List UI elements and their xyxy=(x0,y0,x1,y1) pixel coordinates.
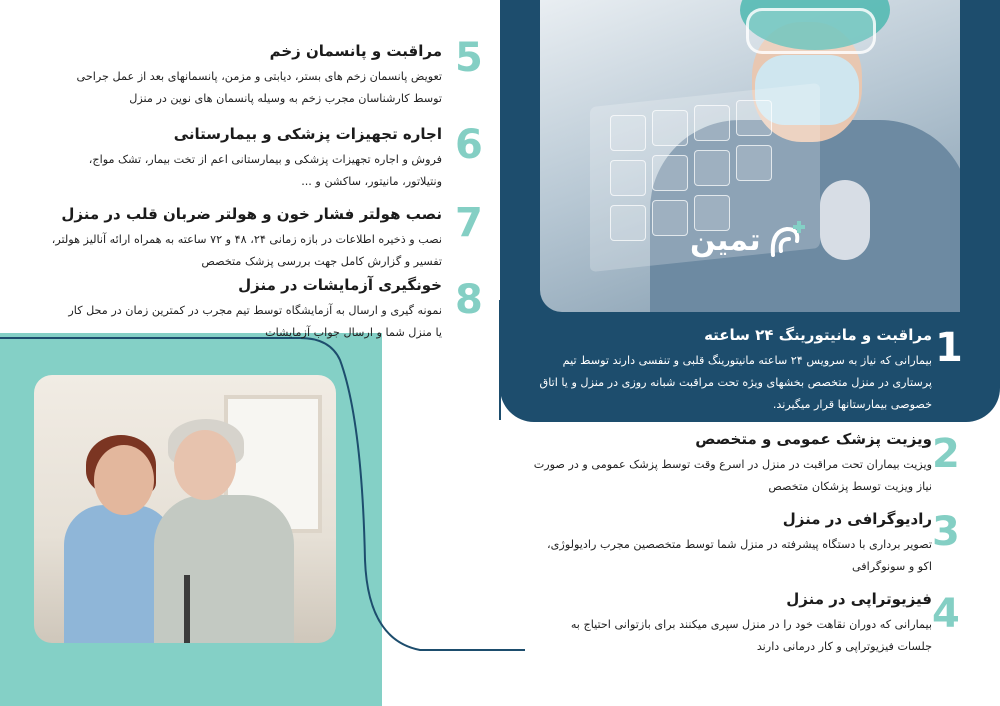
service-desc-line: نصب و ذخیره اطلاعات در بازه زمانی ۲۴، ۴۸ و ۷۲ ساعته به همراه ارائه آنالیز هولتر، xyxy=(51,233,442,246)
service-desc-line: توسط کارشناسان مجرب زخم به وسیله پانسمان های نوین در منزل xyxy=(129,92,442,105)
service-title: مراقبت و پانسمان زخم xyxy=(269,42,442,60)
service-number-2: 2 xyxy=(932,431,960,477)
service-title: نصب هولتر فشار خون و هولتر ضربان قلب در منزل xyxy=(61,205,442,223)
service-desc-line: یا منزل شما و ارسال جواب آزمایشات xyxy=(265,326,442,339)
service-title: ویزیت پزشک عمومی و متخصص xyxy=(695,430,932,448)
service-title: فیزیوتراپی در منزل xyxy=(786,590,932,608)
service-desc-line: نمونه گیری و ارسال به آزمایشگاه توسط تیم مجرب در کمترین زمان در محل کار xyxy=(68,304,442,317)
nurse-elderly-patient-image xyxy=(34,375,336,643)
service-desc-line: اکو و سونوگرافی xyxy=(851,560,932,573)
service-number-8: 8 xyxy=(455,277,483,323)
service-number-4: 4 xyxy=(932,591,960,637)
service-desc-line: نیاز ویزیت توسط پزشکان متخصص xyxy=(768,480,932,493)
service-title: اجاره تجهیزات پزشکی و بیمارستانی xyxy=(173,125,442,143)
medical-cross-icon xyxy=(767,219,807,261)
service-desc-line: بیمارانی که دوران نقاهت خود را در منزل سپری میکنند برای بازتوانی احتیاج به xyxy=(570,618,932,631)
service-title: رادیوگرافی در منزل xyxy=(782,510,932,528)
service-item-6 xyxy=(22,125,442,193)
service-item-8 xyxy=(22,276,442,344)
service-title: خونگیری آزمایشات در منزل xyxy=(238,276,442,294)
service-item-5 xyxy=(22,42,442,110)
service-desc-line: بیمارانی که نیاز به سرویس ۲۴ ساعته مانیتورینگ قلبی و تنفسی دارند توسط تیم xyxy=(562,354,932,367)
service-desc-line: ونتیلاتور، مانیتور، ساکشن و ... xyxy=(301,175,442,188)
service-number-6: 6 xyxy=(455,122,483,168)
service-item-4 xyxy=(492,590,932,658)
service-item-2 xyxy=(492,430,932,498)
service-desc-line: فروش و اجاره تجهیزات پزشکی و بیمارستانی اعم از تخت بیمار، تشک مواج، xyxy=(88,153,442,166)
service-number-1: 1 xyxy=(935,325,963,371)
service-number-3: 3 xyxy=(932,509,960,555)
brand-logo xyxy=(690,210,840,270)
service-number-5: 5 xyxy=(455,35,483,81)
service-desc-line: تفسیر و گزارش کامل جهت بررسی پزشک متخصص xyxy=(201,255,442,268)
service-item-3 xyxy=(492,510,932,578)
brand-name: تمین xyxy=(690,222,761,258)
service-desc-line: تصویر برداری با دستگاه پیشرفته در منزل شما توسط متخصصین مجرب رادیولوژی، xyxy=(547,538,932,551)
service-desc-line: ویزیت بیماران تحت مراقبت در منزل در اسرع وقت توسط پزشک عمومی و در صورت xyxy=(533,458,932,471)
service-item-7 xyxy=(22,205,442,273)
service-desc-line: جلسات فیزیوتراپی و کار درمانی دارند xyxy=(756,640,932,653)
service-desc-line: پرستاری در منزل متخصص بخشهای ویژه تحت مراقبت شبانه روزی در منزل و یا اتاق xyxy=(539,376,932,389)
service-desc-line: خصوصی بیمارستانها قرار میگیرند. xyxy=(772,398,932,411)
service-desc-line: تعویض پانسمان زخم های بستر، دیابتی و مزمن، پانسمانهای بعد از عمل جراحی xyxy=(76,70,442,83)
service-item-1 xyxy=(512,326,932,416)
service-title: مراقبت و مانیتورینگ ۲۴ ساعته xyxy=(704,326,932,344)
service-number-7: 7 xyxy=(455,200,483,246)
